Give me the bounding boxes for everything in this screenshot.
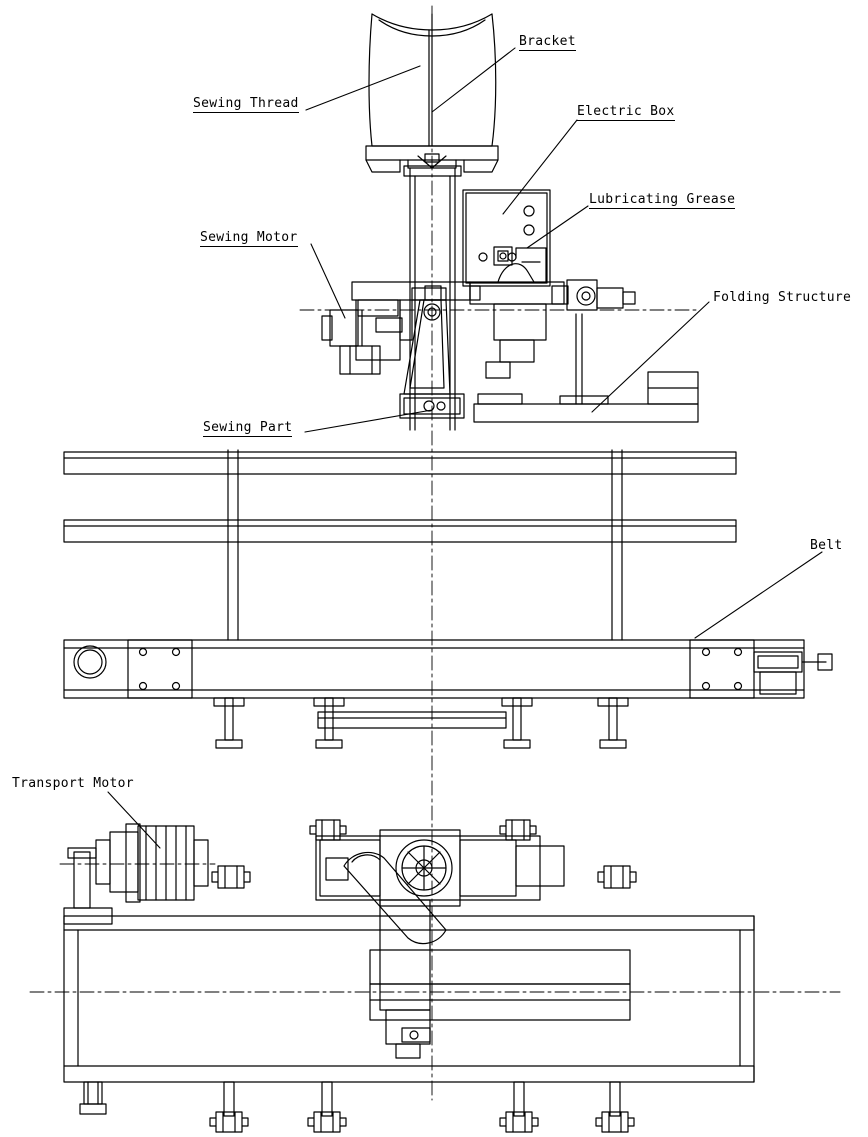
guide-rail-upper	[64, 452, 736, 474]
rail-vertical-post-right	[612, 450, 622, 640]
conveyor-legs-front	[214, 698, 628, 748]
transport-motor-plan	[64, 824, 208, 924]
conveyor-frame-front	[64, 640, 832, 728]
callout-folding-structure	[713, 290, 851, 305]
rail-vertical-post-left	[228, 450, 238, 640]
callout-electric-box	[577, 104, 675, 121]
conveyor-frame-plan	[64, 916, 754, 1082]
callout-sewing-part	[203, 420, 292, 437]
callout-folding-structure-label: Folding Structure	[713, 290, 852, 305]
sewing-head-assembly	[322, 282, 470, 418]
folding-structure-assembly	[470, 248, 698, 422]
electric-box	[463, 190, 550, 286]
plan-legs	[80, 1082, 634, 1132]
callout-belt-label: Belt	[810, 538, 843, 553]
callout-transport-motor	[12, 776, 134, 791]
callout-electric-box-label: Electric Box	[577, 104, 675, 119]
callout-bracket	[519, 34, 576, 51]
bracket-thread-guide	[429, 14, 432, 146]
callout-sewing-motor-label: Sewing Motor	[200, 230, 298, 245]
callout-bracket-label: Bracket	[519, 34, 576, 49]
callout-sewing-thread	[193, 96, 299, 113]
callout-transport-motor-label: Transport Motor	[12, 776, 134, 791]
guide-rail-lower	[64, 520, 736, 542]
callout-sewing-motor	[200, 230, 298, 247]
callout-sewing-thread-label: Sewing Thread	[193, 96, 299, 111]
callout-lubricating-grease-label: Lubricating Grease	[589, 192, 736, 207]
callout-sewing-part-label: Sewing Part	[203, 420, 293, 435]
plan-head-assembly	[316, 830, 564, 1058]
callout-lubricating-grease	[589, 192, 735, 209]
callout-belt	[810, 538, 843, 553]
